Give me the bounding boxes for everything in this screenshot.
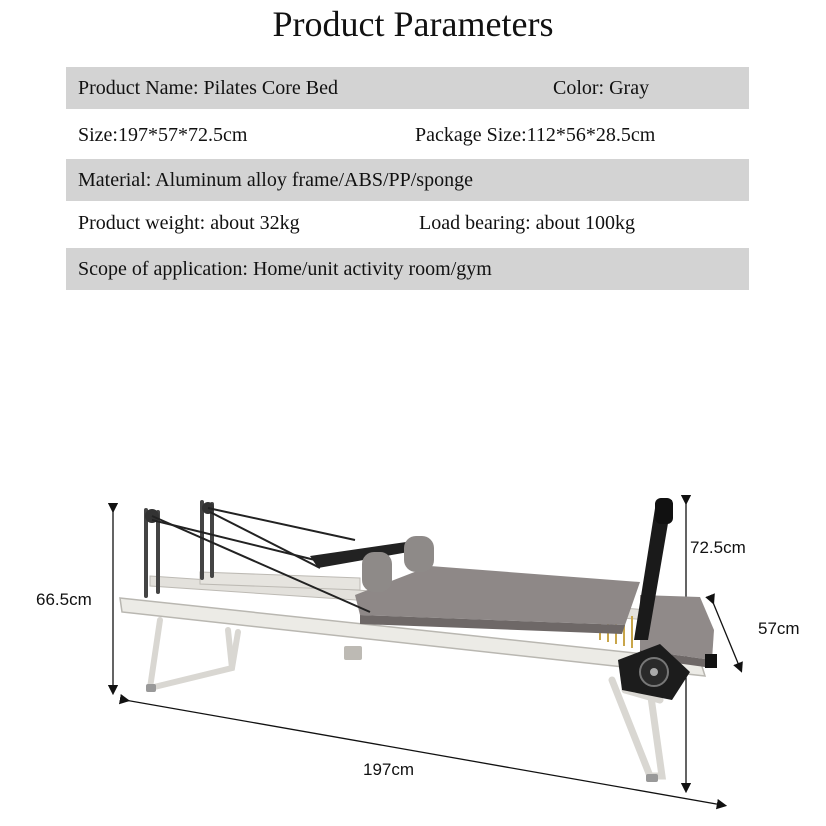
dimension-length: 197cm	[363, 760, 415, 779]
front-legs	[150, 620, 238, 688]
param-row-name-color	[66, 67, 749, 109]
param-row-scope	[66, 248, 749, 290]
param-scope: Scope of application: Home/unit activity room/gym	[78, 258, 492, 280]
param-color: Color: Gray	[553, 77, 650, 99]
param-size: Size:197*57*72.5cm	[78, 124, 248, 146]
dimension-front-height: 66.5cm	[36, 590, 92, 609]
param-row-weight	[66, 202, 749, 244]
param-row-material	[66, 159, 749, 201]
page-title: Product Parameters	[272, 4, 554, 44]
param-package-size: Package Size:112*56*28.5cm	[415, 124, 656, 146]
param-load-bearing: Load bearing: about 100kg	[419, 212, 636, 234]
carriage-pad	[355, 566, 640, 634]
param-material: Material: Aluminum alloy frame/ABS/PP/sponge	[78, 169, 473, 191]
param-row-size	[66, 114, 749, 156]
dimension-total-height: 72.5cm	[690, 538, 746, 557]
param-product-name: Product Name: Pilates Core Bed	[78, 77, 338, 99]
param-weight: Product weight: about 32kg	[78, 212, 300, 234]
dimension-width: 57cm	[758, 619, 800, 638]
